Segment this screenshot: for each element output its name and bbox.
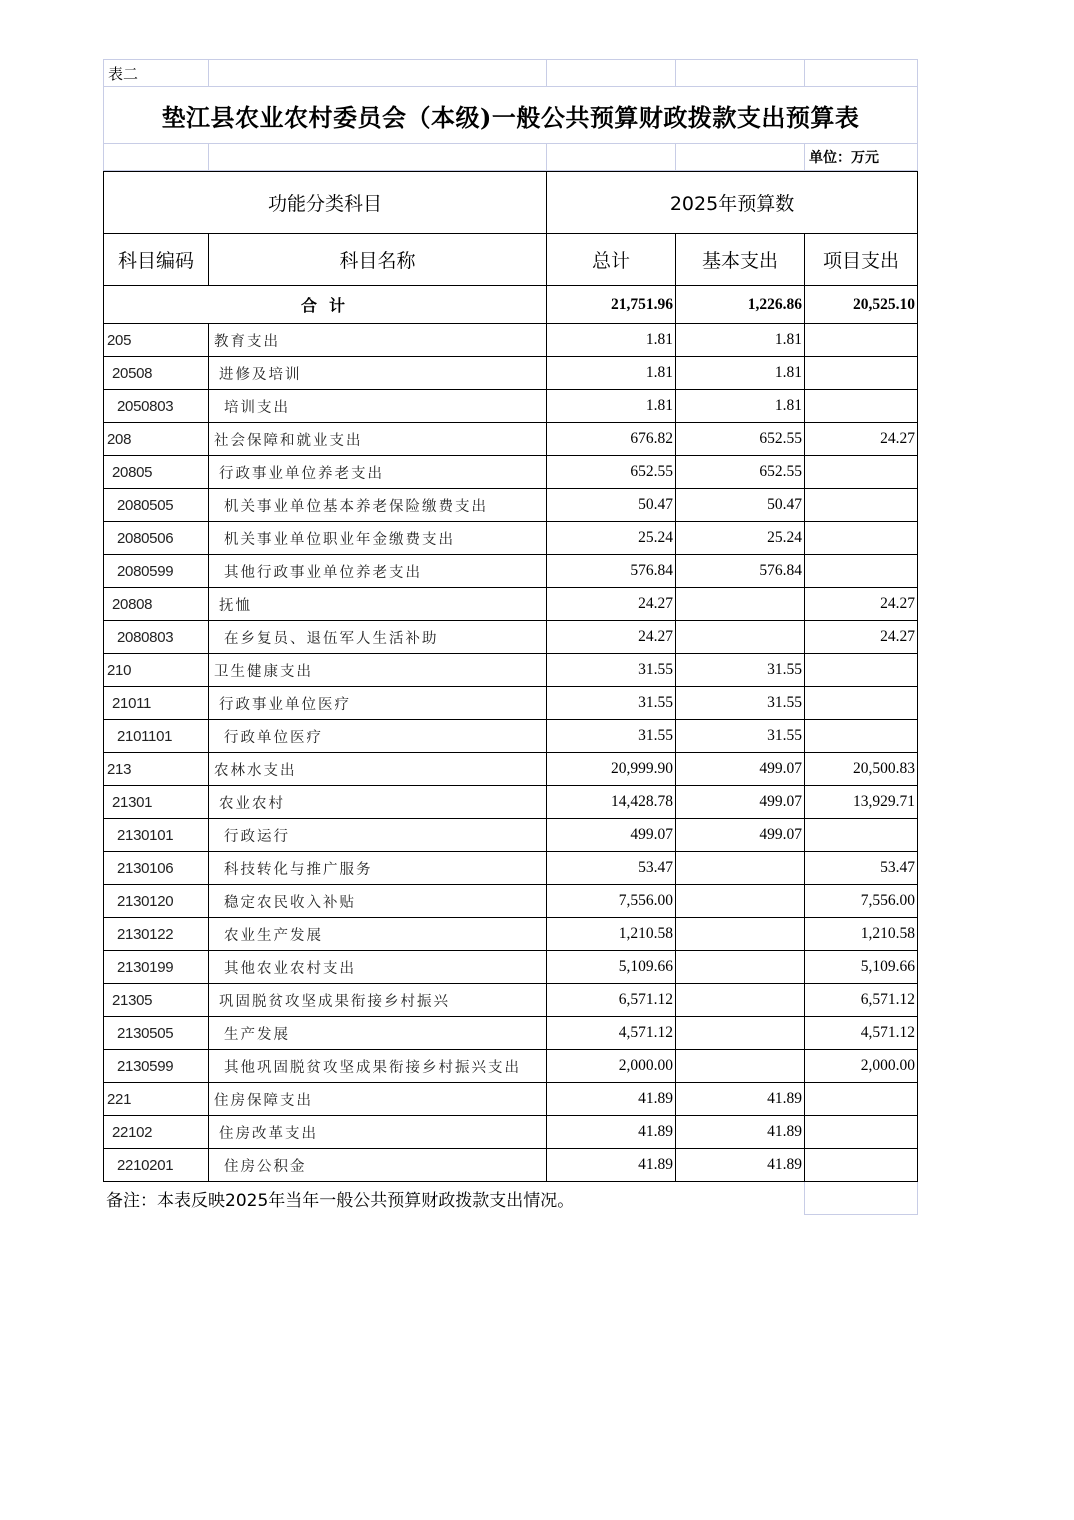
row-project — [805, 654, 918, 687]
sum-total: 21,751.96 — [547, 286, 676, 324]
note-table — [103, 1182, 918, 1215]
row-name: 行政事业单位养老支出 — [209, 456, 547, 489]
table-row — [104, 1149, 918, 1182]
row-basic — [676, 852, 805, 885]
table-row — [104, 588, 918, 621]
table-row — [104, 621, 918, 654]
header-basic: 基本支出 — [676, 234, 805, 286]
row-project: 4,571.12 — [805, 1017, 918, 1050]
table-row — [104, 819, 918, 852]
table-row — [104, 1050, 918, 1083]
row-code: 2130599 — [104, 1050, 209, 1083]
row-project — [805, 720, 918, 753]
budget-sheet — [103, 59, 917, 1215]
row-total: 5,109.66 — [547, 951, 676, 984]
row-name: 在乡复员、退伍军人生活补助 — [209, 621, 547, 654]
row-total: 1,210.58 — [547, 918, 676, 951]
row-basic: 1.81 — [676, 324, 805, 357]
table-row — [104, 423, 918, 456]
row-total: 576.84 — [547, 555, 676, 588]
row-project — [805, 456, 918, 489]
row-basic: 652.55 — [676, 456, 805, 489]
row-name: 稳定农民收入补贴 — [209, 885, 547, 918]
row-code: 2080506 — [104, 522, 209, 555]
header-total: 总计 — [547, 234, 676, 286]
row-basic: 41.89 — [676, 1149, 805, 1182]
row-name: 行政事业单位医疗 — [209, 687, 547, 720]
row-name: 机关事业单位基本养老保险缴费支出 — [209, 489, 547, 522]
row-total: 24.27 — [547, 588, 676, 621]
row-code: 208 — [104, 423, 209, 456]
row-total: 24.27 — [547, 621, 676, 654]
table-row — [104, 654, 918, 687]
row-name: 巩固脱贫攻坚成果衔接乡村振兴 — [209, 984, 547, 1017]
row-code: 21011 — [104, 687, 209, 720]
table-row — [104, 885, 918, 918]
row-total: 31.55 — [547, 687, 676, 720]
table-row — [104, 522, 918, 555]
row-name: 其他行政事业单位养老支出 — [209, 555, 547, 588]
header-func-class: 功能分类科目 — [104, 172, 547, 234]
row-total: 676.82 — [547, 423, 676, 456]
row-basic: 31.55 — [676, 654, 805, 687]
row-total: 41.89 — [547, 1083, 676, 1116]
row-code: 22102 — [104, 1116, 209, 1149]
row-basic — [676, 951, 805, 984]
row-name: 行政单位医疗 — [209, 720, 547, 753]
row-basic: 31.55 — [676, 720, 805, 753]
row-name: 卫生健康支出 — [209, 654, 547, 687]
header-project: 项目支出 — [805, 234, 918, 286]
row-project: 24.27 — [805, 423, 918, 456]
row-code: 213 — [104, 753, 209, 786]
row-basic: 1.81 — [676, 390, 805, 423]
row-project — [805, 390, 918, 423]
table-row — [104, 324, 918, 357]
row-name: 住房公积金 — [209, 1149, 547, 1182]
page-title: 垫江县农业农村委员会（本级)一般公共预算财政拨款支出预算表 — [104, 87, 918, 144]
row-project: 24.27 — [805, 621, 918, 654]
row-project — [805, 555, 918, 588]
row-code: 210 — [104, 654, 209, 687]
table-row — [104, 1083, 918, 1116]
row-basic: 25.24 — [676, 522, 805, 555]
header-budget-year: 2025年预算数 — [547, 172, 918, 234]
row-code: 2050803 — [104, 390, 209, 423]
table-row — [104, 720, 918, 753]
table-row — [104, 555, 918, 588]
table-row — [104, 786, 918, 819]
budget-table — [103, 171, 918, 1182]
row-name: 住房保障支出 — [209, 1083, 547, 1116]
sheet-header-grid — [103, 59, 918, 171]
row-code: 2130106 — [104, 852, 209, 885]
row-name: 其他巩固脱贫攻坚成果衔接乡村振兴支出 — [209, 1050, 547, 1083]
row-project — [805, 819, 918, 852]
row-project: 13,929.71 — [805, 786, 918, 819]
row-code: 2080599 — [104, 555, 209, 588]
row-project: 2,000.00 — [805, 1050, 918, 1083]
row-code: 21301 — [104, 786, 209, 819]
row-code: 2130101 — [104, 819, 209, 852]
unit-label: 单位：万元 — [805, 144, 918, 171]
row-code: 20805 — [104, 456, 209, 489]
row-code: 205 — [104, 324, 209, 357]
row-project — [805, 1149, 918, 1182]
table-row — [104, 687, 918, 720]
row-basic — [676, 918, 805, 951]
header-code: 科目编码 — [104, 234, 209, 286]
row-code: 2080505 — [104, 489, 209, 522]
row-project: 53.47 — [805, 852, 918, 885]
row-project — [805, 1083, 918, 1116]
row-total: 652.55 — [547, 456, 676, 489]
row-total: 499.07 — [547, 819, 676, 852]
row-total: 41.89 — [547, 1149, 676, 1182]
row-project — [805, 324, 918, 357]
row-code: 2130505 — [104, 1017, 209, 1050]
row-code: 20808 — [104, 588, 209, 621]
row-total: 6,571.12 — [547, 984, 676, 1017]
row-basic: 41.89 — [676, 1083, 805, 1116]
row-project — [805, 687, 918, 720]
table-row — [104, 852, 918, 885]
table-row — [104, 753, 918, 786]
row-code: 2130120 — [104, 885, 209, 918]
table-row — [104, 984, 918, 1017]
table-number: 表二 — [104, 60, 209, 87]
row-basic — [676, 885, 805, 918]
row-basic: 499.07 — [676, 786, 805, 819]
row-total: 1.81 — [547, 324, 676, 357]
table-row — [104, 918, 918, 951]
table-row — [104, 951, 918, 984]
row-total: 4,571.12 — [547, 1017, 676, 1050]
row-basic — [676, 984, 805, 1017]
row-basic: 576.84 — [676, 555, 805, 588]
row-basic: 31.55 — [676, 687, 805, 720]
row-name: 生产发展 — [209, 1017, 547, 1050]
row-project: 6,571.12 — [805, 984, 918, 1017]
row-name: 其他农业农村支出 — [209, 951, 547, 984]
row-total: 1.81 — [547, 390, 676, 423]
row-project — [805, 489, 918, 522]
row-total: 53.47 — [547, 852, 676, 885]
row-name: 进修及培训 — [209, 357, 547, 390]
row-name: 科技转化与推广服务 — [209, 852, 547, 885]
row-basic: 50.47 — [676, 489, 805, 522]
row-code: 2080803 — [104, 621, 209, 654]
table-row — [104, 1116, 918, 1149]
sum-row — [104, 286, 918, 324]
row-total: 25.24 — [547, 522, 676, 555]
row-basic: 499.07 — [676, 819, 805, 852]
sum-label: 合 计 — [104, 286, 547, 324]
row-basic — [676, 621, 805, 654]
table-row — [104, 1017, 918, 1050]
row-code: 2101101 — [104, 720, 209, 753]
header-name: 科目名称 — [209, 234, 547, 286]
row-code: 2130199 — [104, 951, 209, 984]
row-project — [805, 522, 918, 555]
row-name: 农林水支出 — [209, 753, 547, 786]
table-row — [104, 357, 918, 390]
row-basic: 499.07 — [676, 753, 805, 786]
footnote: 备注：本表反映2025年当年一般公共预算财政拨款支出情况。 — [106, 1190, 575, 1211]
row-total: 50.47 — [547, 489, 676, 522]
row-total: 31.55 — [547, 720, 676, 753]
row-basic: 1.81 — [676, 357, 805, 390]
row-project: 20,500.83 — [805, 753, 918, 786]
row-total: 20,999.90 — [547, 753, 676, 786]
row-code: 21305 — [104, 984, 209, 1017]
row-total: 2,000.00 — [547, 1050, 676, 1083]
row-name: 行政运行 — [209, 819, 547, 852]
row-code: 20508 — [104, 357, 209, 390]
row-total: 31.55 — [547, 654, 676, 687]
row-name: 培训支出 — [209, 390, 547, 423]
row-basic: 41.89 — [676, 1116, 805, 1149]
sum-basic: 1,226.86 — [676, 286, 805, 324]
row-total: 1.81 — [547, 357, 676, 390]
row-name: 社会保障和就业支出 — [209, 423, 547, 456]
row-name: 农业生产发展 — [209, 918, 547, 951]
table-row — [104, 456, 918, 489]
table-row — [104, 489, 918, 522]
row-total: 14,428.78 — [547, 786, 676, 819]
row-project — [805, 1116, 918, 1149]
row-name: 抚恤 — [209, 588, 547, 621]
row-project: 24.27 — [805, 588, 918, 621]
row-code: 2130122 — [104, 918, 209, 951]
row-code: 221 — [104, 1083, 209, 1116]
row-name: 农业农村 — [209, 786, 547, 819]
row-basic — [676, 1017, 805, 1050]
table-row — [104, 390, 918, 423]
row-name: 教育支出 — [209, 324, 547, 357]
row-project — [805, 357, 918, 390]
row-project: 5,109.66 — [805, 951, 918, 984]
row-basic: 652.55 — [676, 423, 805, 456]
row-project: 1,210.58 — [805, 918, 918, 951]
row-basic — [676, 588, 805, 621]
row-name: 机关事业单位职业年金缴费支出 — [209, 522, 547, 555]
row-name: 住房改革支出 — [209, 1116, 547, 1149]
row-basic — [676, 1050, 805, 1083]
row-total: 7,556.00 — [547, 885, 676, 918]
row-code: 2210201 — [104, 1149, 209, 1182]
row-project: 7,556.00 — [805, 885, 918, 918]
sum-project: 20,525.10 — [805, 286, 918, 324]
row-total: 41.89 — [547, 1116, 676, 1149]
